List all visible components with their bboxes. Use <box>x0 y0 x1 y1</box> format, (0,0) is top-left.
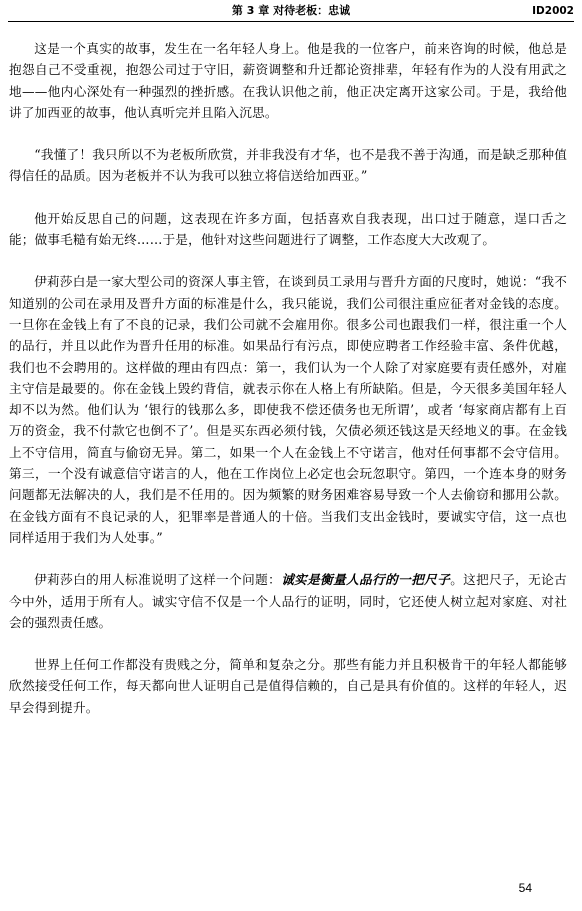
paragraph-2: “我懂了！我只所以不为老板所欣赏，并非我没有才华，也不是我不善于沟通，而是缺乏那种值得信任的品质。因为老板并不认为我可以独立将信送给加西亚。” <box>9 147 567 184</box>
page-body <box>9 38 567 739</box>
paragraph-6: 世界上任何工作都没有贵贱之分，简单和复杂之分。那些有能力并且积极肯干的年轻人都能够欣然接受任何工作，每天都向世人证明自己是值得信赖的，自己是具有价值的。这样的年轻人，迟早会得到提升。 <box>9 657 567 715</box>
page-number: 54 <box>518 881 532 895</box>
paragraph-4: 伊莉莎白是一家大型公司的资深人事主管，在谈到员工录用与晋升方面的尺度时，她说：“我不知道别的公司在录用及晋升方面的标准是什么，我只能说，我们公司很注重应征者对金钱的态度。一旦你在金钱上有了不良的记录，我们公司就不会雇用你。很多公司也跟我们一样，很注重一个人的品行，并且以此作为晋升任用的标准。如果品行有污点，即使应聘者工作经验丰富、条件优越，我们也不会聘用的。这样做的理由有四点：第一，我们认为一个人除了对家庭要有责任感外，对雇主守信是最要的。你在金钱上毁约背信，就表示你在人格上有所缺陷。但是，今天很多美国年轻人却不以为然。他们认为 ‘银行的钱那么多，即使我不偿还债务也无所谓’，或者 ‘每家商店都有上百万的资金，我不付款它也倒不了’。但是买东西必须付钱，欠债必须还钱这是天经地义的事。在金钱上不守信用，简直与偷窃无异。第二，如果一个人在金钱上不守诺言，他对任何事都不会守信用。第三，一个没有诚意信守诺言的人，他在工作岗位上必定也会玩忽职守。第四，一个连本身的财务问题都无法解决的人，我们是不任用的。因为频繁的财务困难容易导致一个人去偷窃和挪用公款。在金钱方面有不良记录的人，犯罪率是普通人的十倍。当我们支出金钱时，要诚实守信，这一点也同样适用于我们为人处事。” <box>9 274 567 545</box>
page-header <box>8 4 574 20</box>
paragraph-5-rest: 。这把尺子，无论古今中外，适用于所有人。诚实守信不仅是一个人品行的证明，同时，它还使人树立起对家庭、对社会的强烈责任感。 <box>9 572 567 630</box>
paragraph-5 <box>9 569 567 633</box>
paragraph-3: 他开始反思自己的问题，这表现在许多方面，包括喜欢自我表现，出口过于随意，逞口舌之能；做事毛糙有始无终……于是，他针对这些问题进行了调整，工作态度大大改观了。 <box>9 210 567 248</box>
header-rule <box>8 21 574 22</box>
document-id: ID2002 <box>532 5 574 17</box>
emphasized-phrase: 诚实是衡量人品行的一把尺子 <box>281 572 451 588</box>
chapter-title: 第 3 章 对待老板：忠诚 <box>231 4 351 17</box>
paragraph-1: 这是一个真实的故事，发生在一名年轻人身上。他是我的一位客户，前来咨询的时候，他总是抱怨自己不受重视，抱怨公司过于守旧，薪资调整和升迁都论资排辈，年轻有作为的人没有用武之地——他内心深处有一种强烈的挫折感。在我认识他之前，他正决定离开这家公司。于是，我给他讲了加西亚的故事，他认真听完并且陷入沉思。 <box>9 41 567 120</box>
paragraph-5-lead: 伊莉莎白的用人标准说明了这样一个问题： <box>34 572 282 588</box>
